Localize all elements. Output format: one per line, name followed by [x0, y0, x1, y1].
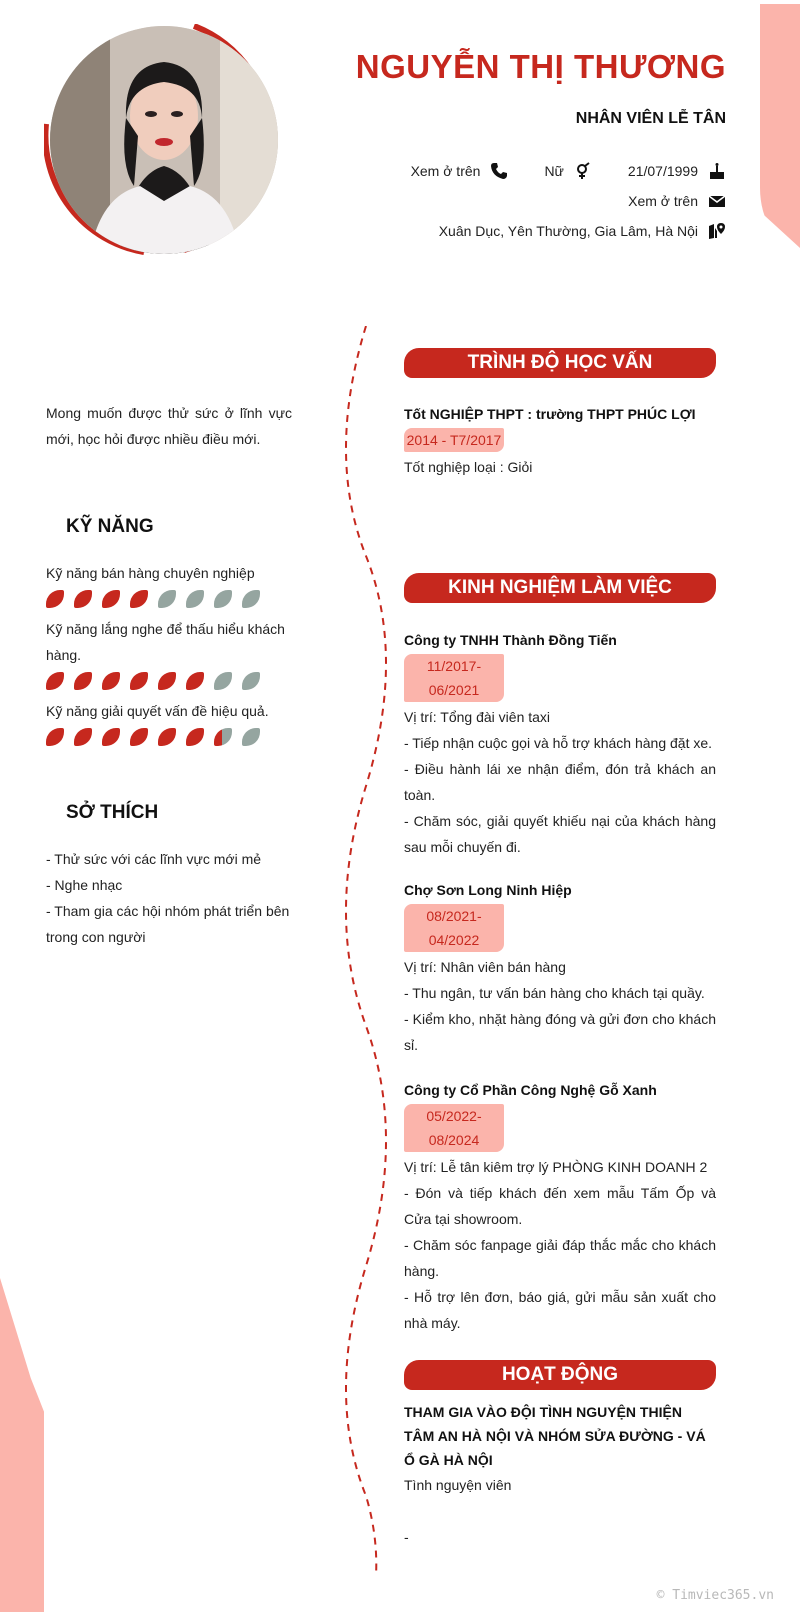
rating-leaf-icon [46, 672, 64, 690]
job-line: - Tiếp nhận cuộc gọi và hỗ trợ khách hàng đặt xe. [404, 735, 713, 751]
rating-leaf-icon [74, 728, 92, 746]
job-line: - Kiểm kho, nhặt hàng đóng và gửi đơn cho khách sỉ. [404, 1011, 716, 1053]
rating-leaf-icon [242, 672, 260, 690]
skills-heading: KỸ NĂNG [66, 516, 154, 537]
company-name: Công ty Cổ Phần Công Nghệ Gỗ Xanh [404, 1082, 657, 1098]
skill-item [46, 616, 292, 690]
job-line: Vị trí: Lễ tân kiêm trợ lý PHÒNG KINH DOANH 2 [404, 1159, 708, 1175]
job-line: - Điều hành lái xe nhận điểm, đón trả khách an toàn. [404, 761, 716, 803]
rating-leaf-icon [130, 728, 148, 746]
job-line: - Chăm sóc, giải quyết khiếu nại của khách hàng sau mỗi chuyến đi. [404, 813, 716, 855]
rating-leaf-icon [130, 590, 148, 608]
rating-leaf-icon [214, 728, 232, 746]
job-line: - Thu ngân, tư vấn bán hàng cho khách tại quầy. [404, 985, 705, 1001]
job-line: Vị trí: Tổng đài viên taxi [404, 709, 551, 725]
skill-name: Kỹ năng lắng nghe để thấu hiểu khách hàng. [46, 621, 285, 663]
job-title: NHÂN VIÊN LỄ TÂN [575, 110, 726, 127]
phone-icon [490, 162, 508, 180]
activity-role: Tình nguyện viên [404, 1477, 512, 1493]
rating-leaf-icon [102, 672, 120, 690]
job-date: 08/2021- 04/2022 [404, 904, 504, 952]
education-date: 2014 - T7/2017 [404, 428, 504, 452]
job-date: 11/2017- 06/2021 [404, 654, 504, 702]
hobby-item: - Nghe nhạc [46, 877, 123, 893]
rating-leaf-icon [242, 728, 260, 746]
rating-leaf-icon [130, 672, 148, 690]
rating-leaf-icon [214, 590, 232, 608]
experience-entry [404, 878, 716, 1058]
portrait-photo [50, 26, 278, 254]
job-line: - Chăm sóc fanpage giải đáp thắc mắc cho khách hàng. [404, 1237, 716, 1279]
experience-heading: KINH NGHIỆM LÀM VIỆC [404, 573, 716, 603]
experience-entry [404, 628, 716, 860]
rating-leaf-icon [74, 672, 92, 690]
phone-value: Xem ở trên [410, 163, 481, 179]
avatar [44, 24, 284, 260]
rating-leaf-icon [102, 728, 120, 746]
education-detail: Tốt nghiệp loại : Giỏi [404, 459, 533, 475]
education-entry [404, 402, 716, 480]
company-name: Chợ Sơn Long Ninh Hiệp [404, 882, 572, 898]
rating-leaf-icon [46, 728, 64, 746]
rating-leaf-icon [214, 672, 232, 690]
hobbies-heading: SỞ THÍCH [66, 802, 159, 823]
job-line: - Hỗ trợ lên đơn, báo giá, gửi mẫu sản xuất cho nhà máy. [404, 1289, 716, 1331]
corner-decoration-top [760, 4, 800, 248]
experience-entry [404, 1078, 716, 1336]
candidate-name: NGUYỄN THỊ THƯƠNG [355, 48, 726, 85]
rating-leaf-icon [186, 590, 204, 608]
company-name: Công ty TNHH Thành Đồng Tiến [404, 632, 617, 648]
contact-row-2 [628, 192, 726, 210]
map-pin-icon [708, 222, 726, 240]
skill-item [46, 698, 292, 746]
job-line: Vị trí: Nhân viên bán hàng [404, 959, 566, 975]
contact-row-3 [439, 222, 726, 240]
gender-icon [574, 162, 592, 180]
job-date: 05/2022- 08/2024 [404, 1104, 504, 1152]
birthday-cake-icon [708, 162, 726, 180]
gender-value: Nữ [544, 163, 564, 179]
education-heading: TRÌNH ĐỘ HỌC VẤN [404, 348, 716, 378]
email-icon [708, 192, 726, 210]
activity-entry [404, 1400, 716, 1550]
birthday-value: 21/07/1999 [627, 163, 698, 179]
skill-name: Kỹ năng bán hàng chuyên nghiệp [46, 565, 255, 581]
rating-leaf-icon [186, 672, 204, 690]
rating-leaf-icon [242, 590, 260, 608]
address-value: Xuân Dục, Yên Thường, Gia Lâm, Hà Nội [438, 223, 698, 239]
rating-leaf-icon [158, 590, 176, 608]
corner-decoration-bottom [0, 1278, 44, 1612]
skill-name: Kỹ năng giải quyết vấn đề hiệu quả. [46, 703, 269, 719]
contact-row-1 [411, 162, 726, 180]
activity-extra: - [404, 1529, 409, 1545]
rating-leaf-icon [158, 728, 176, 746]
career-objective: Mong muốn được thử sức ở lĩnh vực mới, học hỏi được nhiều điều mới. [46, 405, 292, 447]
skill-rating [46, 728, 292, 746]
rating-leaf-icon [46, 590, 64, 608]
activity-name: THAM GIA VÀO ĐỘI TÌNH NGUYỆN THIỆN TÂM AN HÀ NỘI VÀ NHÓM SỬA ĐƯỜNG - VÁ Ổ GÀ HÀ NỘI [404, 1404, 706, 1468]
job-line: - Đón và tiếp khách đến xem mẫu Tấm Ốp và Cửa tại showroom. [404, 1185, 716, 1227]
skills-list [46, 560, 292, 754]
wavy-divider [336, 326, 396, 1576]
skill-item [46, 560, 292, 608]
education-school: Tốt NGHIỆP THPT : trường THPT PHÚC LỢI [404, 406, 696, 422]
hobby-item: - Tham gia các hội nhóm phát triển bên trong con người [46, 903, 290, 945]
email-value: Xem ở trên [628, 193, 698, 209]
rating-leaf-icon [186, 728, 204, 746]
skill-rating [46, 590, 292, 608]
rating-leaf-icon [102, 590, 120, 608]
skill-rating [46, 672, 292, 690]
watermark: © Timviec365.vn [656, 1588, 774, 1603]
rating-leaf-icon [158, 672, 176, 690]
hobby-item: - Thử sức với các lĩnh vực mới mẻ [46, 851, 262, 867]
rating-leaf-icon [74, 590, 92, 608]
activities-heading: HOẠT ĐỘNG [404, 1360, 716, 1390]
hobbies-list [46, 846, 292, 950]
